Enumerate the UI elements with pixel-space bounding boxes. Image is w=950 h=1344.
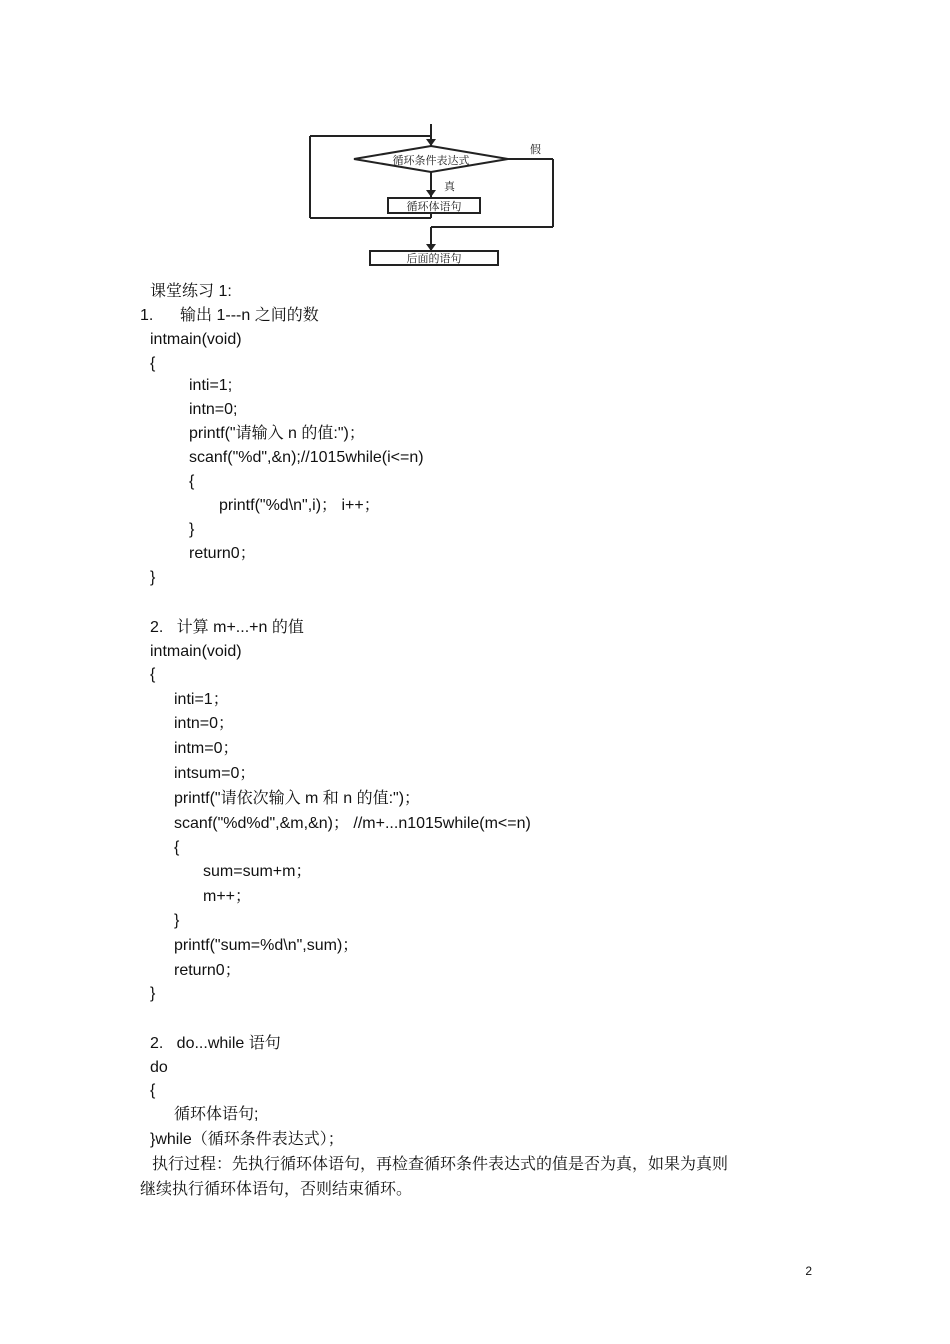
code-line: inti=1； <box>174 691 229 708</box>
code-line: printf("sum=%d\n",sum)； <box>174 937 359 954</box>
code-line: { <box>150 1082 156 1099</box>
item-heading-1: 1. 输出 1---n 之间的数 <box>140 307 319 324</box>
code-line: intn=0； <box>174 715 235 732</box>
code-line: sum=sum+m； <box>203 863 312 880</box>
code-line: } <box>189 521 195 538</box>
code-line: intmain(void) <box>150 643 242 660</box>
code-line: return0； <box>189 545 256 562</box>
code-line: return0； <box>174 962 241 979</box>
code-line: intn=0; <box>189 401 238 418</box>
flow-body: 循环体语句 <box>406 200 462 213</box>
code-line: intmain(void) <box>150 331 242 348</box>
code-line: intsum=0； <box>174 765 256 782</box>
paragraph-line: 执行过程：先执行循环体语句，再检查循环条件表达式的值是否为真，如果为真则 <box>152 1156 729 1173</box>
code-line: intm=0； <box>174 740 239 757</box>
item-heading-2: 2. 计算 m+...+n 的值 <box>150 619 304 636</box>
code-line: 循环体语句; <box>174 1106 259 1123</box>
code-line: { <box>150 666 156 683</box>
code-line: printf("%d\n",i)； i++； <box>219 497 380 514</box>
code-line: } <box>150 985 156 1002</box>
flow-condition: 循环条件表达式 <box>392 154 470 167</box>
code-line: scanf("%d",&n);//1015while(i<=n) <box>189 449 424 466</box>
code-line: } <box>150 569 156 586</box>
flow-true-label: 真 <box>444 180 455 193</box>
code-line: printf("请输入 n 的值:")； <box>189 425 365 442</box>
code-line: do <box>150 1059 168 1076</box>
code-line: inti=1; <box>189 377 233 394</box>
code-line: m++； <box>203 888 252 905</box>
code-line: printf("请依次输入 m 和 n 的值:")； <box>174 790 421 807</box>
exercise-heading: 课堂练习 1: <box>150 283 232 300</box>
page-number: 2 <box>805 1264 812 1278</box>
code-line: { <box>150 355 156 372</box>
flow-after: 后面的语句 <box>406 252 462 265</box>
code-line: }while（循环条件表达式）； <box>150 1131 344 1148</box>
code-line: { <box>174 839 180 856</box>
code-line: scanf("%d%d",&m,&n)； //m+...n1015while(m<=n) <box>174 815 531 832</box>
while-flowchart <box>0 0 950 280</box>
flow-false-label: 假 <box>530 143 541 156</box>
paragraph-line: 继续执行循环体语句，否则结束循环。 <box>140 1181 413 1198</box>
item-heading-3: 2. do...while 语句 <box>150 1035 281 1052</box>
code-line: } <box>174 912 180 929</box>
code-line: { <box>189 473 195 490</box>
